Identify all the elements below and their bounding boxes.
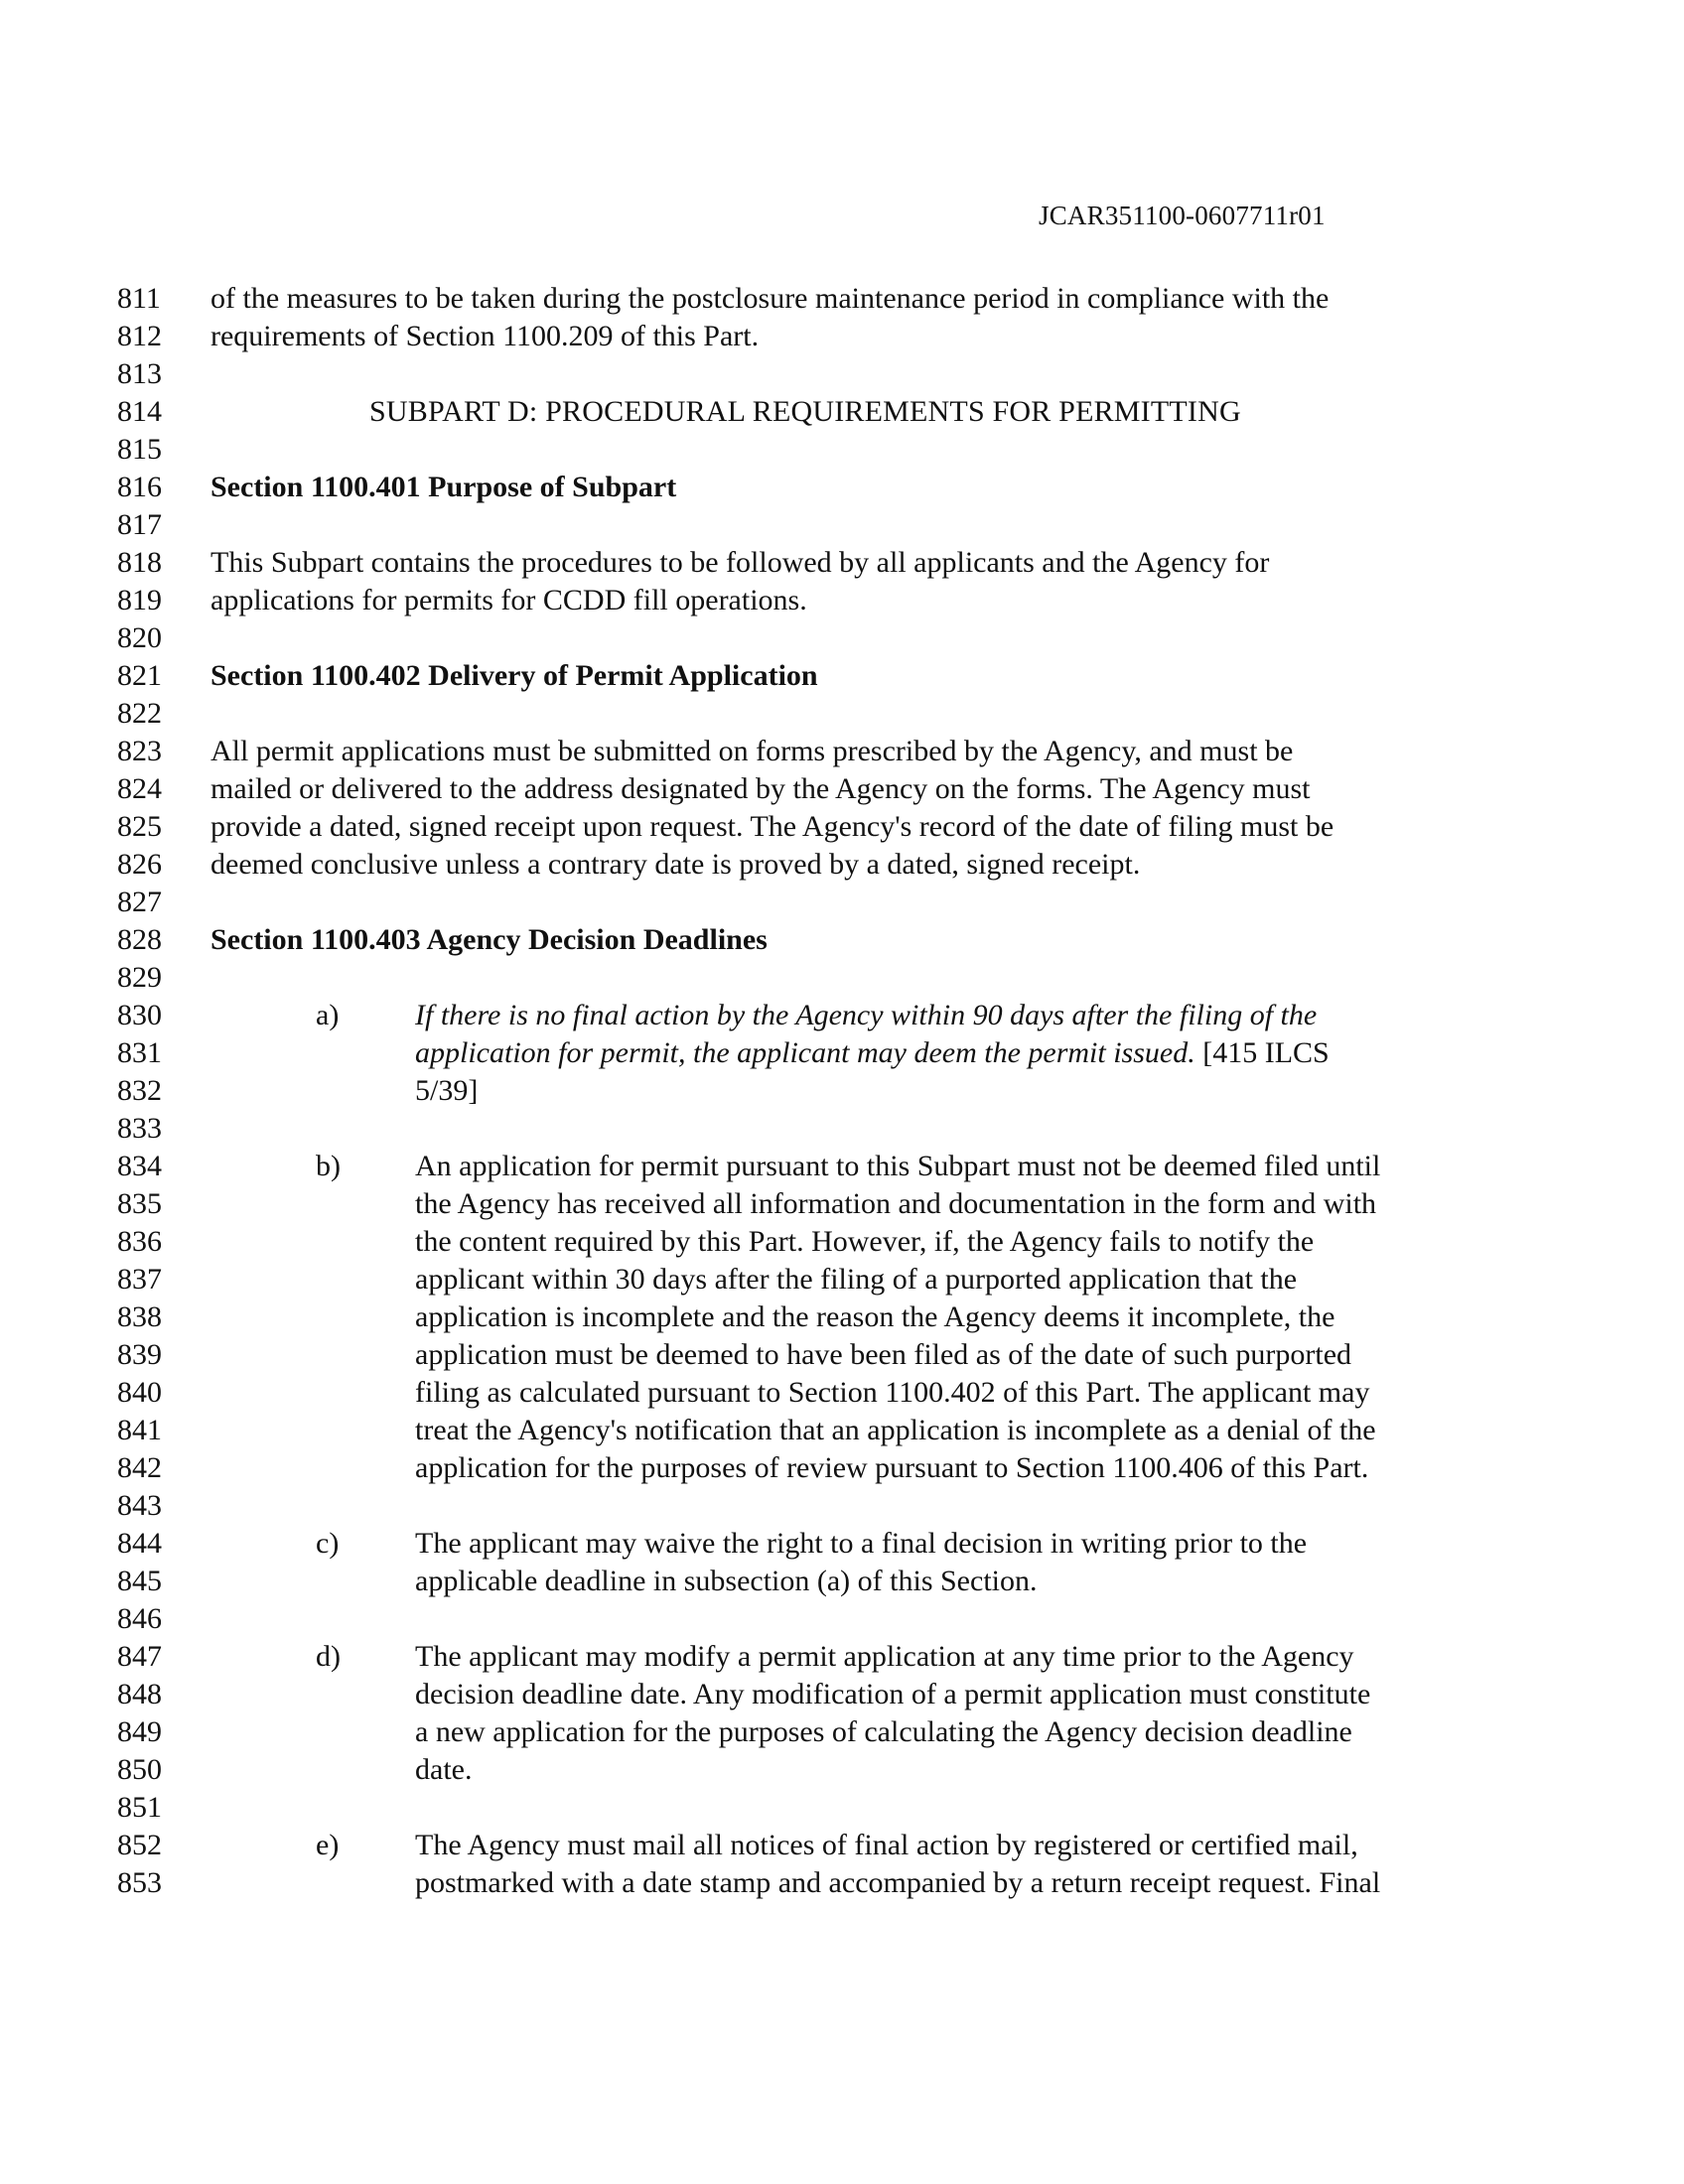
line-number: 819 (117, 584, 162, 616)
text-line (0, 1185, 1684, 1223)
text-line (0, 657, 1684, 695)
text-line (0, 1827, 1684, 1864)
statute-citation: 5/39] (415, 1074, 479, 1107)
line-text: date. (415, 1753, 473, 1786)
line-text: the Agency has received all information and documentation in the form and with (415, 1187, 1377, 1220)
line-text: applications for permits for CCDD fill operations. (210, 584, 807, 616)
line-number: 849 (117, 1715, 162, 1748)
line-number: 845 (117, 1565, 162, 1597)
subsection-label: d) (316, 1640, 341, 1673)
line-number: 846 (117, 1602, 162, 1635)
line-number: 844 (117, 1527, 162, 1560)
line-text: applicable deadline in subsection (a) of this Section. (415, 1565, 1038, 1597)
text-line (0, 506, 1684, 544)
text-line (0, 921, 1684, 959)
line-number: 850 (117, 1753, 162, 1786)
line-number: 851 (117, 1791, 162, 1824)
line-number: 826 (117, 848, 162, 881)
text-line (0, 1449, 1684, 1487)
section-heading: Section 1100.401 Purpose of Subpart (210, 471, 677, 503)
text-line (0, 280, 1684, 318)
text-line (0, 582, 1684, 619)
text-line (0, 1638, 1684, 1676)
line-number: 823 (117, 735, 162, 767)
text-line (0, 1751, 1684, 1789)
line-number: 836 (117, 1225, 162, 1258)
text-line (0, 544, 1684, 582)
text-line (0, 1487, 1684, 1525)
line-text: provide a dated, signed receipt upon request. The Agency's record of the date of filing must be (210, 810, 1334, 843)
subsection-label: a) (316, 999, 340, 1031)
line-text: requirements of Section 1100.209 of this Part. (210, 320, 760, 352)
text-line (0, 1864, 1684, 1902)
text-line (0, 1336, 1684, 1374)
statute-quote: If there is no final action by the Agency within 90 days after the filing of the (415, 999, 1318, 1031)
section-heading: Section 1100.402 Delivery of Permit Application (210, 659, 818, 692)
line-text: deemed conclusive unless a contrary date is proved by a dated, signed receipt. (210, 848, 1141, 881)
text-line (0, 1374, 1684, 1412)
text-line (0, 1110, 1684, 1148)
line-text: The applicant may waive the right to a final decision in writing prior to the (415, 1527, 1308, 1560)
text-line (0, 619, 1684, 657)
line-text: of the measures to be taken during the postclosure maintenance period in compliance with the (210, 282, 1330, 315)
text-line (0, 1148, 1684, 1185)
line-number: 830 (117, 999, 162, 1031)
line-text: decision deadline date. Any modification of a permit application must constitute (415, 1678, 1371, 1710)
text-line (0, 355, 1684, 393)
text-line (0, 1563, 1684, 1600)
text-line (0, 1676, 1684, 1713)
line-number: 837 (117, 1263, 162, 1296)
text-line (0, 695, 1684, 733)
line-text: applicant within 30 days after the filing of a purported application that the (415, 1263, 1298, 1296)
line-number: 831 (117, 1036, 162, 1069)
text-line (0, 1713, 1684, 1751)
line-number: 812 (117, 320, 162, 352)
subsection-label: b) (316, 1150, 341, 1182)
line-number: 835 (117, 1187, 162, 1220)
text-line (0, 1412, 1684, 1449)
line-text: application must be deemed to have been filed as of the date of such purported (415, 1338, 1352, 1371)
subpart-heading: SUBPART D: PROCEDURAL REQUIREMENTS FOR PERMITTING (369, 395, 1241, 428)
text-line (0, 1789, 1684, 1827)
text-line (0, 808, 1684, 846)
line-number: 834 (117, 1150, 162, 1182)
text-line (0, 431, 1684, 469)
line-text: postmarked with a date stamp and accompanied by a return receipt request. Final (415, 1866, 1381, 1899)
line-number: 824 (117, 772, 162, 805)
line-text: treat the Agency's notification that an application is incomplete as a denial of the (415, 1414, 1376, 1446)
line-number: 822 (117, 697, 162, 730)
line-number: 841 (117, 1414, 162, 1446)
line-number: 852 (117, 1829, 162, 1861)
line-number: 820 (117, 621, 162, 654)
line-number: 848 (117, 1678, 162, 1710)
text-line (0, 1600, 1684, 1638)
line-text: application is incomplete and the reason the Agency deems it incomplete, the (415, 1300, 1335, 1333)
text-line (0, 846, 1684, 884)
text-line (0, 770, 1684, 808)
subsection-label: e) (316, 1829, 340, 1861)
section-heading: Section 1100.403 Agency Decision Deadlines (210, 923, 768, 956)
text-line (0, 1223, 1684, 1261)
line-number: 840 (117, 1376, 162, 1409)
line-text: application for the purposes of review pursuant to Section 1100.406 of this Part. (415, 1451, 1369, 1484)
line-number: 827 (117, 886, 162, 918)
line-number: 833 (117, 1112, 162, 1145)
line-number: 825 (117, 810, 162, 843)
text-line (0, 393, 1684, 431)
text-line (0, 959, 1684, 997)
text-line (0, 1034, 1684, 1072)
line-text: This Subpart contains the procedures to be followed by all applicants and the Agency for (210, 546, 1270, 579)
line-text: An application for permit pursuant to this Subpart must not be deemed filed until (415, 1150, 1381, 1182)
document-id: JCAR351100-0607711r01 (1039, 201, 1326, 230)
line-text: The Agency must mail all notices of final action by registered or certified mail, (415, 1829, 1358, 1861)
line-text: the content required by this Part. However, if, the Agency fails to notify the (415, 1225, 1315, 1258)
line-number: 839 (117, 1338, 162, 1371)
line-number: 815 (117, 433, 162, 466)
line-number: 813 (117, 357, 162, 390)
text-line (0, 733, 1684, 770)
text-line (0, 1298, 1684, 1336)
line-text: a new application for the purposes of calculating the Agency decision deadline (415, 1715, 1352, 1748)
text-line (0, 1072, 1684, 1110)
statute-citation: [415 ILCS (1194, 1036, 1330, 1069)
line-number: 853 (117, 1866, 162, 1899)
line-number: 818 (117, 546, 162, 579)
line-number: 832 (117, 1074, 162, 1107)
line-number: 829 (117, 961, 162, 994)
statute-quote: application for permit, the applicant may deem the permit issued. (415, 1036, 1195, 1069)
line-text: The applicant may modify a permit application at any time prior to the Agency (415, 1640, 1354, 1673)
text-line (0, 1525, 1684, 1563)
line-number: 814 (117, 395, 162, 428)
line-number: 838 (117, 1300, 162, 1333)
line-text: filing as calculated pursuant to Section 1100.402 of this Part. The applicant may (415, 1376, 1370, 1409)
line-number: 847 (117, 1640, 162, 1673)
line-number: 816 (117, 471, 162, 503)
line-number: 821 (117, 659, 162, 692)
subsection-label: c) (316, 1527, 340, 1560)
line-number: 842 (117, 1451, 162, 1484)
text-line (0, 997, 1684, 1034)
text-line (0, 884, 1684, 921)
text-line (0, 318, 1684, 355)
line-number: 828 (117, 923, 162, 956)
line-text: All permit applications must be submitted on forms prescribed by the Agency, and must be (210, 735, 1294, 767)
line-number: 811 (117, 282, 161, 315)
line-text: mailed or delivered to the address designated by the Agency on the forms. The Agency must (210, 772, 1311, 805)
text-line (0, 469, 1684, 506)
line-number: 843 (117, 1489, 162, 1522)
text-line (0, 1261, 1684, 1298)
line-number: 817 (117, 508, 162, 541)
